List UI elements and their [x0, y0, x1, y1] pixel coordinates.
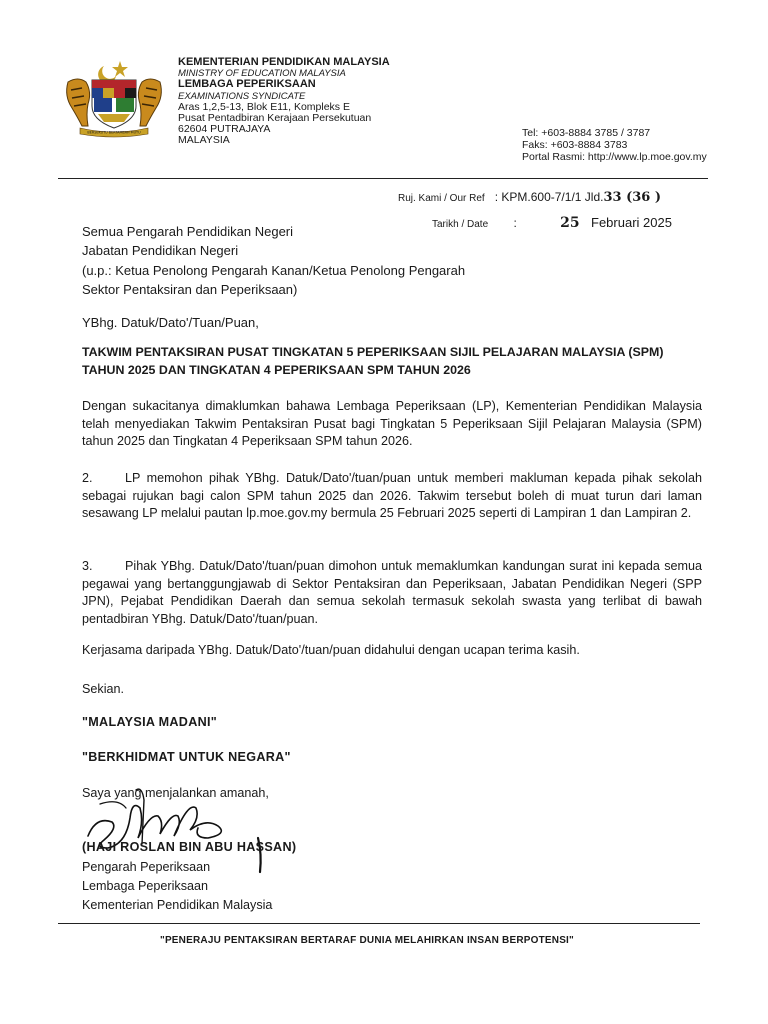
- signatory-position: [82, 858, 272, 915]
- letter-subject: TAKWIM PENTAKSIRAN PUSAT TINGKATAN 5 PEPERIKSAAN SIJIL PELAJARAN MALAYSIA (SPM) TAHUN 2025 DAN TINGKATAN 4 PEPERIKSAAN SPM TAHUN 2026: [82, 345, 664, 377]
- address-line: Pusat Pentadbiran Kerajaan Persekutuan: [178, 112, 372, 125]
- telephone: Tel: +603-8884 3785 / 3787: [522, 127, 651, 139]
- date-day-handwritten: 25: [560, 215, 580, 231]
- closing-sekian: Sekian.: [82, 682, 125, 696]
- reference-label: Ruj. Kami / Our Ref: [398, 193, 485, 204]
- fax: Faks: +603-8884 3783: [522, 139, 628, 151]
- paragraph-number: 3.: [82, 559, 93, 573]
- position-line: Lembaga Peperiksaan: [82, 879, 209, 893]
- reference-value: KPM.600-7/1/1 Jld.: [501, 190, 604, 204]
- svg-text:BERSEKUTU BERTAMBAH MUTU: BERSEKUTU BERTAMBAH MUTU: [87, 130, 141, 135]
- recipient-line: Semua Pengarah Pendidikan Negeri: [82, 224, 294, 239]
- coat-of-arms-logo: [62, 56, 166, 138]
- closing-phrase: Saya yang menjalankan amanah,: [82, 786, 269, 800]
- date-month-year: Februari 2025: [591, 215, 672, 230]
- paragraph-number: 2.: [82, 471, 93, 485]
- ministry-name-en: MINISTRY OF EDUCATION MALAYSIA: [178, 68, 346, 80]
- ministry-name: KEMENTERIAN PENDIDIKAN MALAYSIA: [178, 56, 390, 68]
- recipient-line: Jabatan Pendidikan Negeri: [82, 243, 239, 259]
- date-label: Tarikh / Date: [432, 219, 489, 230]
- footer-divider: [58, 923, 700, 924]
- paragraph-text: Pihak YBhg. Datuk/Dato'/tuan/puan dimohon untuk memaklumkan kandungan surat ini kepada semua pegawai yang bertanggungjawab di Sektor Pentaksiran dan Peperiksaan, Jabatan Pendidikan Negeri (SPP JPN), Pejabat Pendidikan Daerah dan semua sekolah termasuk sekolah swasta yang terlibat di bawah pentadbiran YBhg. Datuk/Dato'/tuan/puan.: [82, 559, 702, 626]
- board-name-en: EXAMINATIONS SYNDICATE: [178, 90, 306, 102]
- contact-block: [522, 127, 707, 163]
- motto-berkhidmat: "BERKHIDMAT UNTUK NEGARA": [82, 750, 291, 764]
- paragraph-4: Kerjasama daripada YBhg. Datuk/Dato'/tuan/puan didahului dengan ucapan terima kasih.: [82, 643, 580, 657]
- paragraph-3: [82, 558, 702, 628]
- footer-tagline: "PENERAJU PENTAKSIRAN BERTARAF DUNIA MELAHIRKAN INSAN BERPOTENSI": [160, 935, 574, 946]
- header-divider: [58, 178, 708, 179]
- date-separator: :: [513, 216, 517, 230]
- motto-madani: "MALAYSIA MADANI": [82, 715, 218, 729]
- paragraph-1: Dengan sukacitanya dimaklumkan bahawa Lembaga Peperiksaan (LP), Kementerian Pendidikan Malaysia telah menyediakan Takwim Pentaksiran Pusat bagi Tingkatan 5 Peperiksaan Sijil Pelajaran Malaysia (SPM) tahun 2025 dan Tingkatan 4 Peperiksaan SPM tahun 2026.: [82, 399, 702, 449]
- position-line: Pengarah Peperiksaan: [82, 860, 211, 874]
- address-line: 62604 PUTRAJAYA: [178, 123, 271, 136]
- recipient-line: Sektor Pentaksiran dan Peperiksaan): [82, 282, 298, 298]
- signatory-name: (HAJI ROSLAN BIN ABU HASSAN): [82, 840, 297, 854]
- address-line: Aras 1,2,5-13, Blok E11, Kompleks E: [178, 100, 350, 113]
- paragraph-2: [82, 470, 702, 523]
- letterhead-block: [178, 57, 390, 147]
- salutation: YBhg. Datuk/Dato'/Tuan/Puan,: [82, 315, 259, 330]
- board-name: LEMBAGA PEPERIKSAAN: [178, 78, 316, 91]
- recipient-block: [82, 222, 465, 300]
- paragraph-text: LP memohon pihak YBhg. Datuk/Dato'/tuan/puan untuk memberi makluman kepada pihak sekolah sebagai rujukan bagi calon SPM tahun 2025 dan 2026. Takwim tersebut boleh di muat turun dari laman sesawang LP melalui pautan lp.moe.gov.my bermula 25 Februari 2025 seperti di Lampiran 1 dan Lampiran 2.: [82, 471, 702, 521]
- reference-handwritten: 33 (36 ): [603, 190, 662, 205]
- portal-url: Portal Rasmi: http://www.lp.moe.gov.my: [522, 151, 707, 163]
- recipient-line: (u.p.: Ketua Penolong Pengarah Kanan/Ketua Penolong Pengarah: [82, 262, 466, 278]
- reference-line: Ruj. Kami / Our Ref : KPM.600-7/1/1 Jld.33 (36 ): [398, 190, 662, 205]
- address-line: MALAYSIA: [178, 134, 230, 147]
- position-line: Kementerian Pendidikan Malaysia: [82, 898, 273, 912]
- date-line: [432, 215, 672, 231]
